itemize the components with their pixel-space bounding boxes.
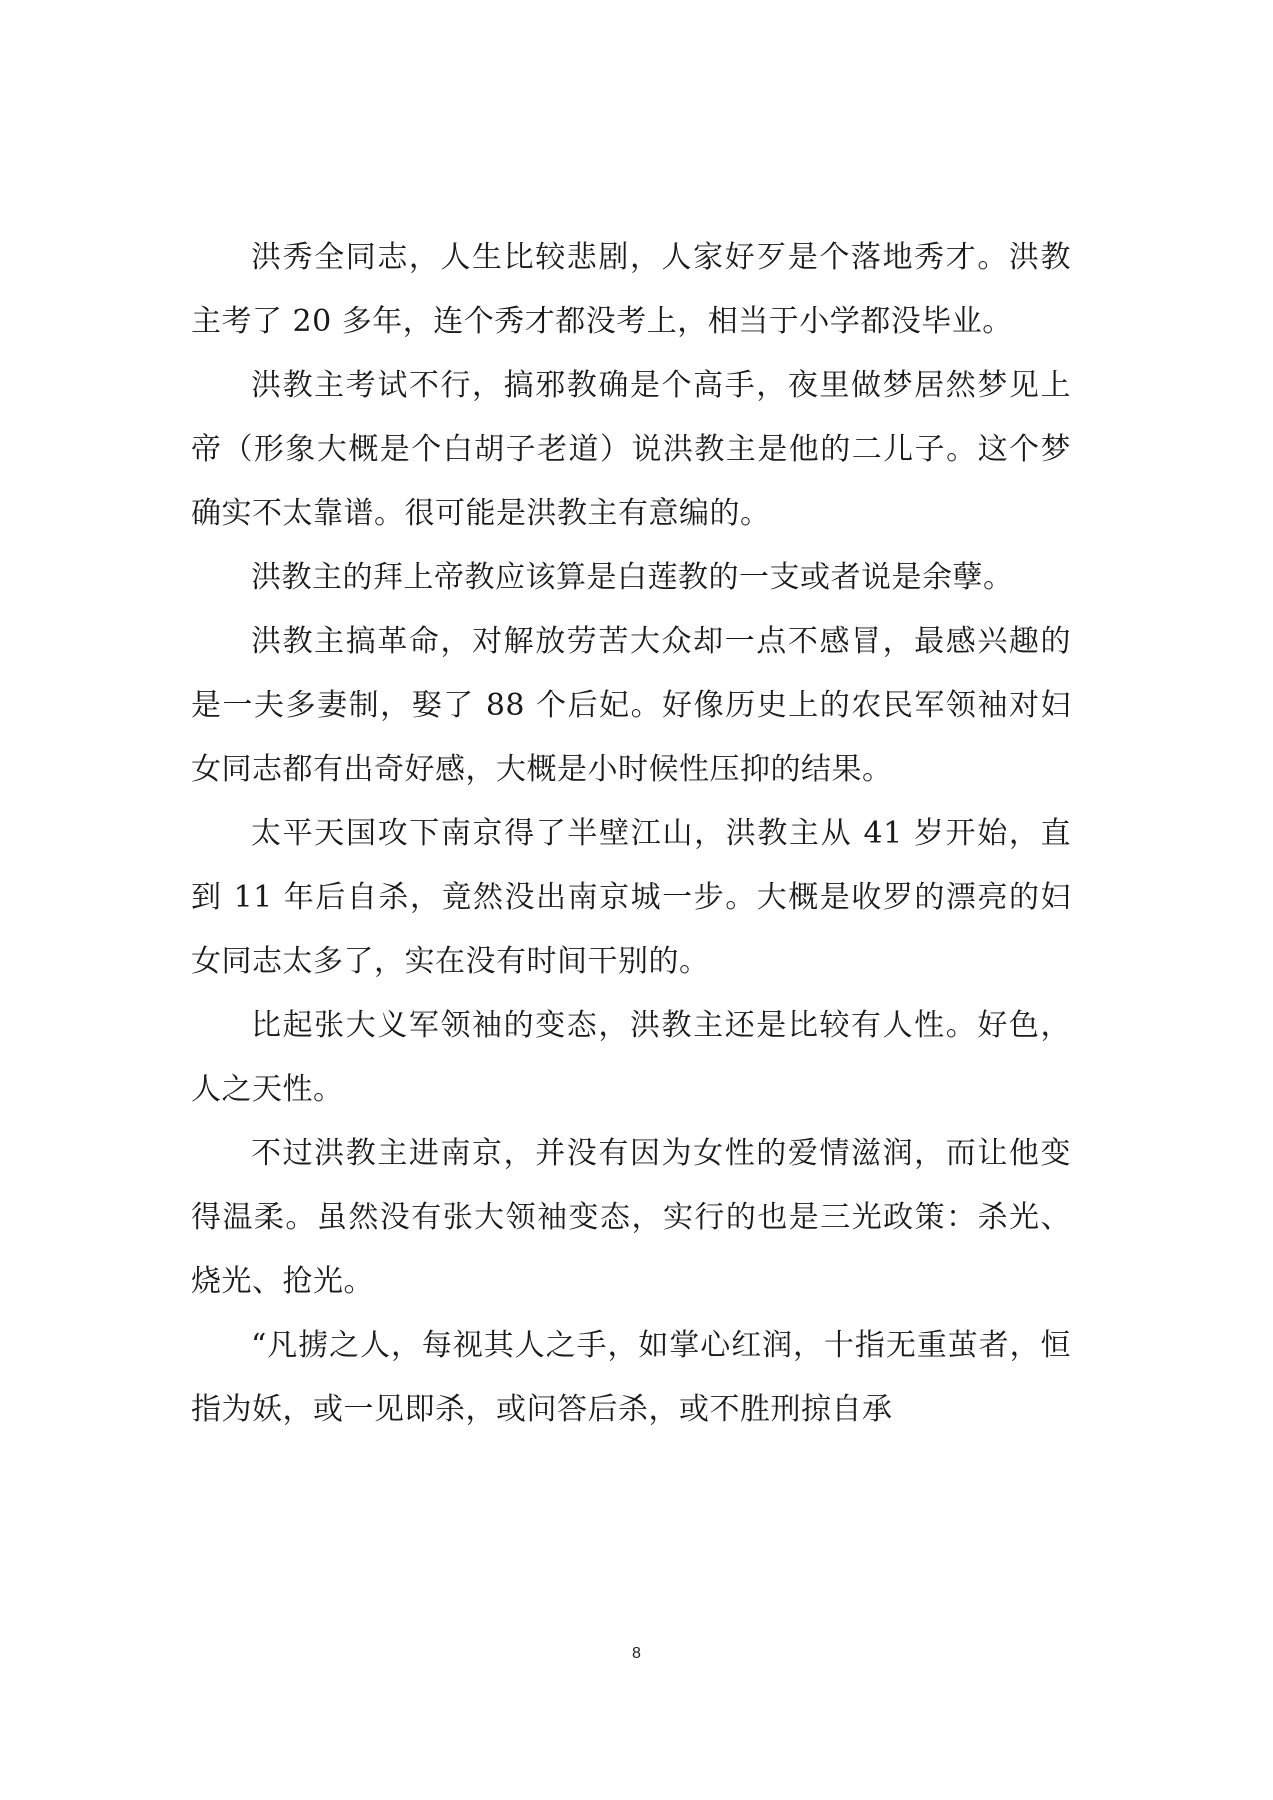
- paragraph-1: 洪秀全同志，人生比较悲剧，人家好歹是个落地秀才。洪教主考了 20 多年，连个秀才都没考上，相当于小学都没毕业。: [191, 240, 1071, 339]
- body-text: [191, 226, 1071, 1442]
- paragraph-3: 洪教主的拜上帝教应该算是白莲教的一支或者说是余孽。: [251, 560, 1014, 595]
- paragraph-4: 洪教主搞革命，对解放劳苦大众却一点不感冒，最感兴趣的是一夫多妻制，娶了 88 个后妃。好像历史上的农民军领袖对妇女同志都有出奇好感，大概是小时候性压抑的结果。: [191, 624, 1071, 787]
- paragraph-6: 比起张大义军领袖的变态，洪教主还是比较有人性。好色，人之天性。: [191, 1008, 1071, 1107]
- page-number: 8: [632, 1645, 641, 1662]
- paragraph-2: 洪教主考试不行，搞邪教确是个高手，夜里做梦居然梦见上帝（形象大概是个白胡子老道）说洪教主是他的二儿子。这个梦确实不太靠谱。很可能是洪教主有意编的。: [191, 368, 1071, 531]
- paragraph-8: “凡掳之人，每视其人之手，如掌心红润，十指无重茧者，恒指为妖，或一见即杀，或问答后杀，或不胜刑掠自承: [191, 1328, 1071, 1427]
- paragraph-5: 太平天国攻下南京得了半壁江山，洪教主从 41 岁开始，直到 11 年后自杀，竟然没出南京城一步。大概是收罗的漂亮的妇女同志太多了，实在没有时间干别的。: [191, 816, 1071, 979]
- paragraph-7: 不过洪教主进南京，并没有因为女性的爱情滋润，而让他变得温柔。虽然没有张大领袖变态，实行的也是三光政策：杀光、烧光、抢光。: [191, 1136, 1071, 1299]
